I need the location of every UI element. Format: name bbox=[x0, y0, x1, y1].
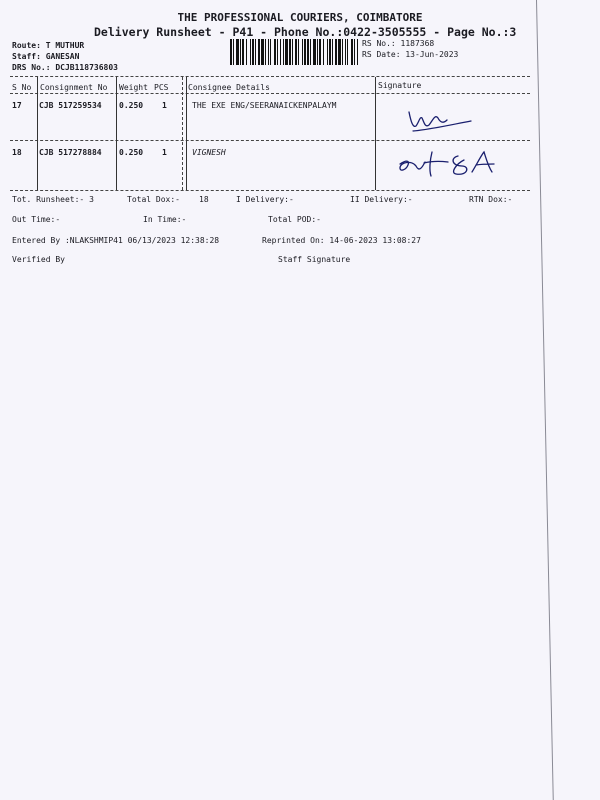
row-pcs: 1 bbox=[162, 101, 167, 110]
total-runsheet: Tot. Runsheet:- 3 bbox=[12, 195, 94, 204]
col-divider bbox=[37, 77, 38, 190]
entered-by: Entered By :NLAKSHMIP41 06/13/2023 12:38:28 bbox=[12, 236, 220, 245]
row-consignment: CJB 517259534 bbox=[39, 101, 102, 110]
row-consignee: THE EXE ENG/SEERANAICKENPALAYM bbox=[192, 101, 337, 110]
signature-scribble bbox=[405, 104, 477, 134]
row-consignee: VIGNESH bbox=[192, 148, 226, 157]
out-time: Out Time:- bbox=[12, 215, 61, 224]
i-delivery: I Delivery:- bbox=[236, 195, 294, 204]
rtn-dox: RTN Dox:- bbox=[469, 195, 513, 204]
runsheet-subtitle: Delivery Runsheet - P41 - Phone No.:0422-3505555 - Page No.:3 bbox=[94, 25, 517, 39]
rs-date: RS Date: 13-Jun-2023 bbox=[362, 50, 459, 59]
reprinted-on: Reprinted On: 14-06-2023 13:08:27 bbox=[262, 236, 421, 245]
in-time: In Time:- bbox=[143, 215, 187, 224]
col-header-sno: S No bbox=[12, 83, 32, 92]
ii-delivery: II Delivery:- bbox=[350, 195, 413, 204]
staff-label: Staff: GANESAN bbox=[12, 52, 80, 61]
table-header-rule bbox=[10, 93, 530, 94]
col-divider bbox=[182, 77, 183, 190]
col-header-pcs: PCS bbox=[154, 83, 169, 92]
col-divider bbox=[186, 77, 187, 190]
row-consignment: CJB 517278884 bbox=[39, 148, 102, 157]
drs-number: DRS No.: DCJB118736803 bbox=[12, 63, 118, 72]
col-divider bbox=[375, 77, 376, 190]
total-pod: Total POD:- bbox=[268, 215, 321, 224]
row-sno: 18 bbox=[12, 148, 22, 157]
col-header-weight: Weight bbox=[119, 83, 148, 92]
row-sno: 17 bbox=[12, 101, 22, 110]
barcode bbox=[230, 39, 358, 65]
total-dox-value: 18 bbox=[199, 195, 209, 204]
row-weight: 0.250 bbox=[119, 148, 144, 157]
col-header-signature: Signature bbox=[378, 81, 422, 90]
page-edge bbox=[536, 0, 554, 800]
total-dox-label: Total Dox:- bbox=[127, 195, 180, 204]
table-bottom-rule bbox=[10, 190, 530, 191]
table-top-rule bbox=[10, 76, 530, 77]
signature-scribble bbox=[392, 146, 502, 182]
rs-number: RS No.: 1187368 bbox=[362, 39, 435, 48]
row-pcs: 1 bbox=[162, 148, 167, 157]
row-separator bbox=[10, 140, 530, 141]
col-header-consignee: Consignee Details bbox=[188, 83, 270, 92]
verified-by: Verified By bbox=[12, 255, 65, 264]
col-header-consignment: Consignment No bbox=[40, 83, 108, 92]
staff-signature: Staff Signature bbox=[278, 255, 351, 264]
row-weight: 0.250 bbox=[119, 101, 144, 110]
col-divider bbox=[116, 77, 117, 190]
route-label: Route: T MUTHUR bbox=[12, 41, 85, 50]
company-title: THE PROFESSIONAL COURIERS, COIMBATORE bbox=[177, 11, 423, 24]
